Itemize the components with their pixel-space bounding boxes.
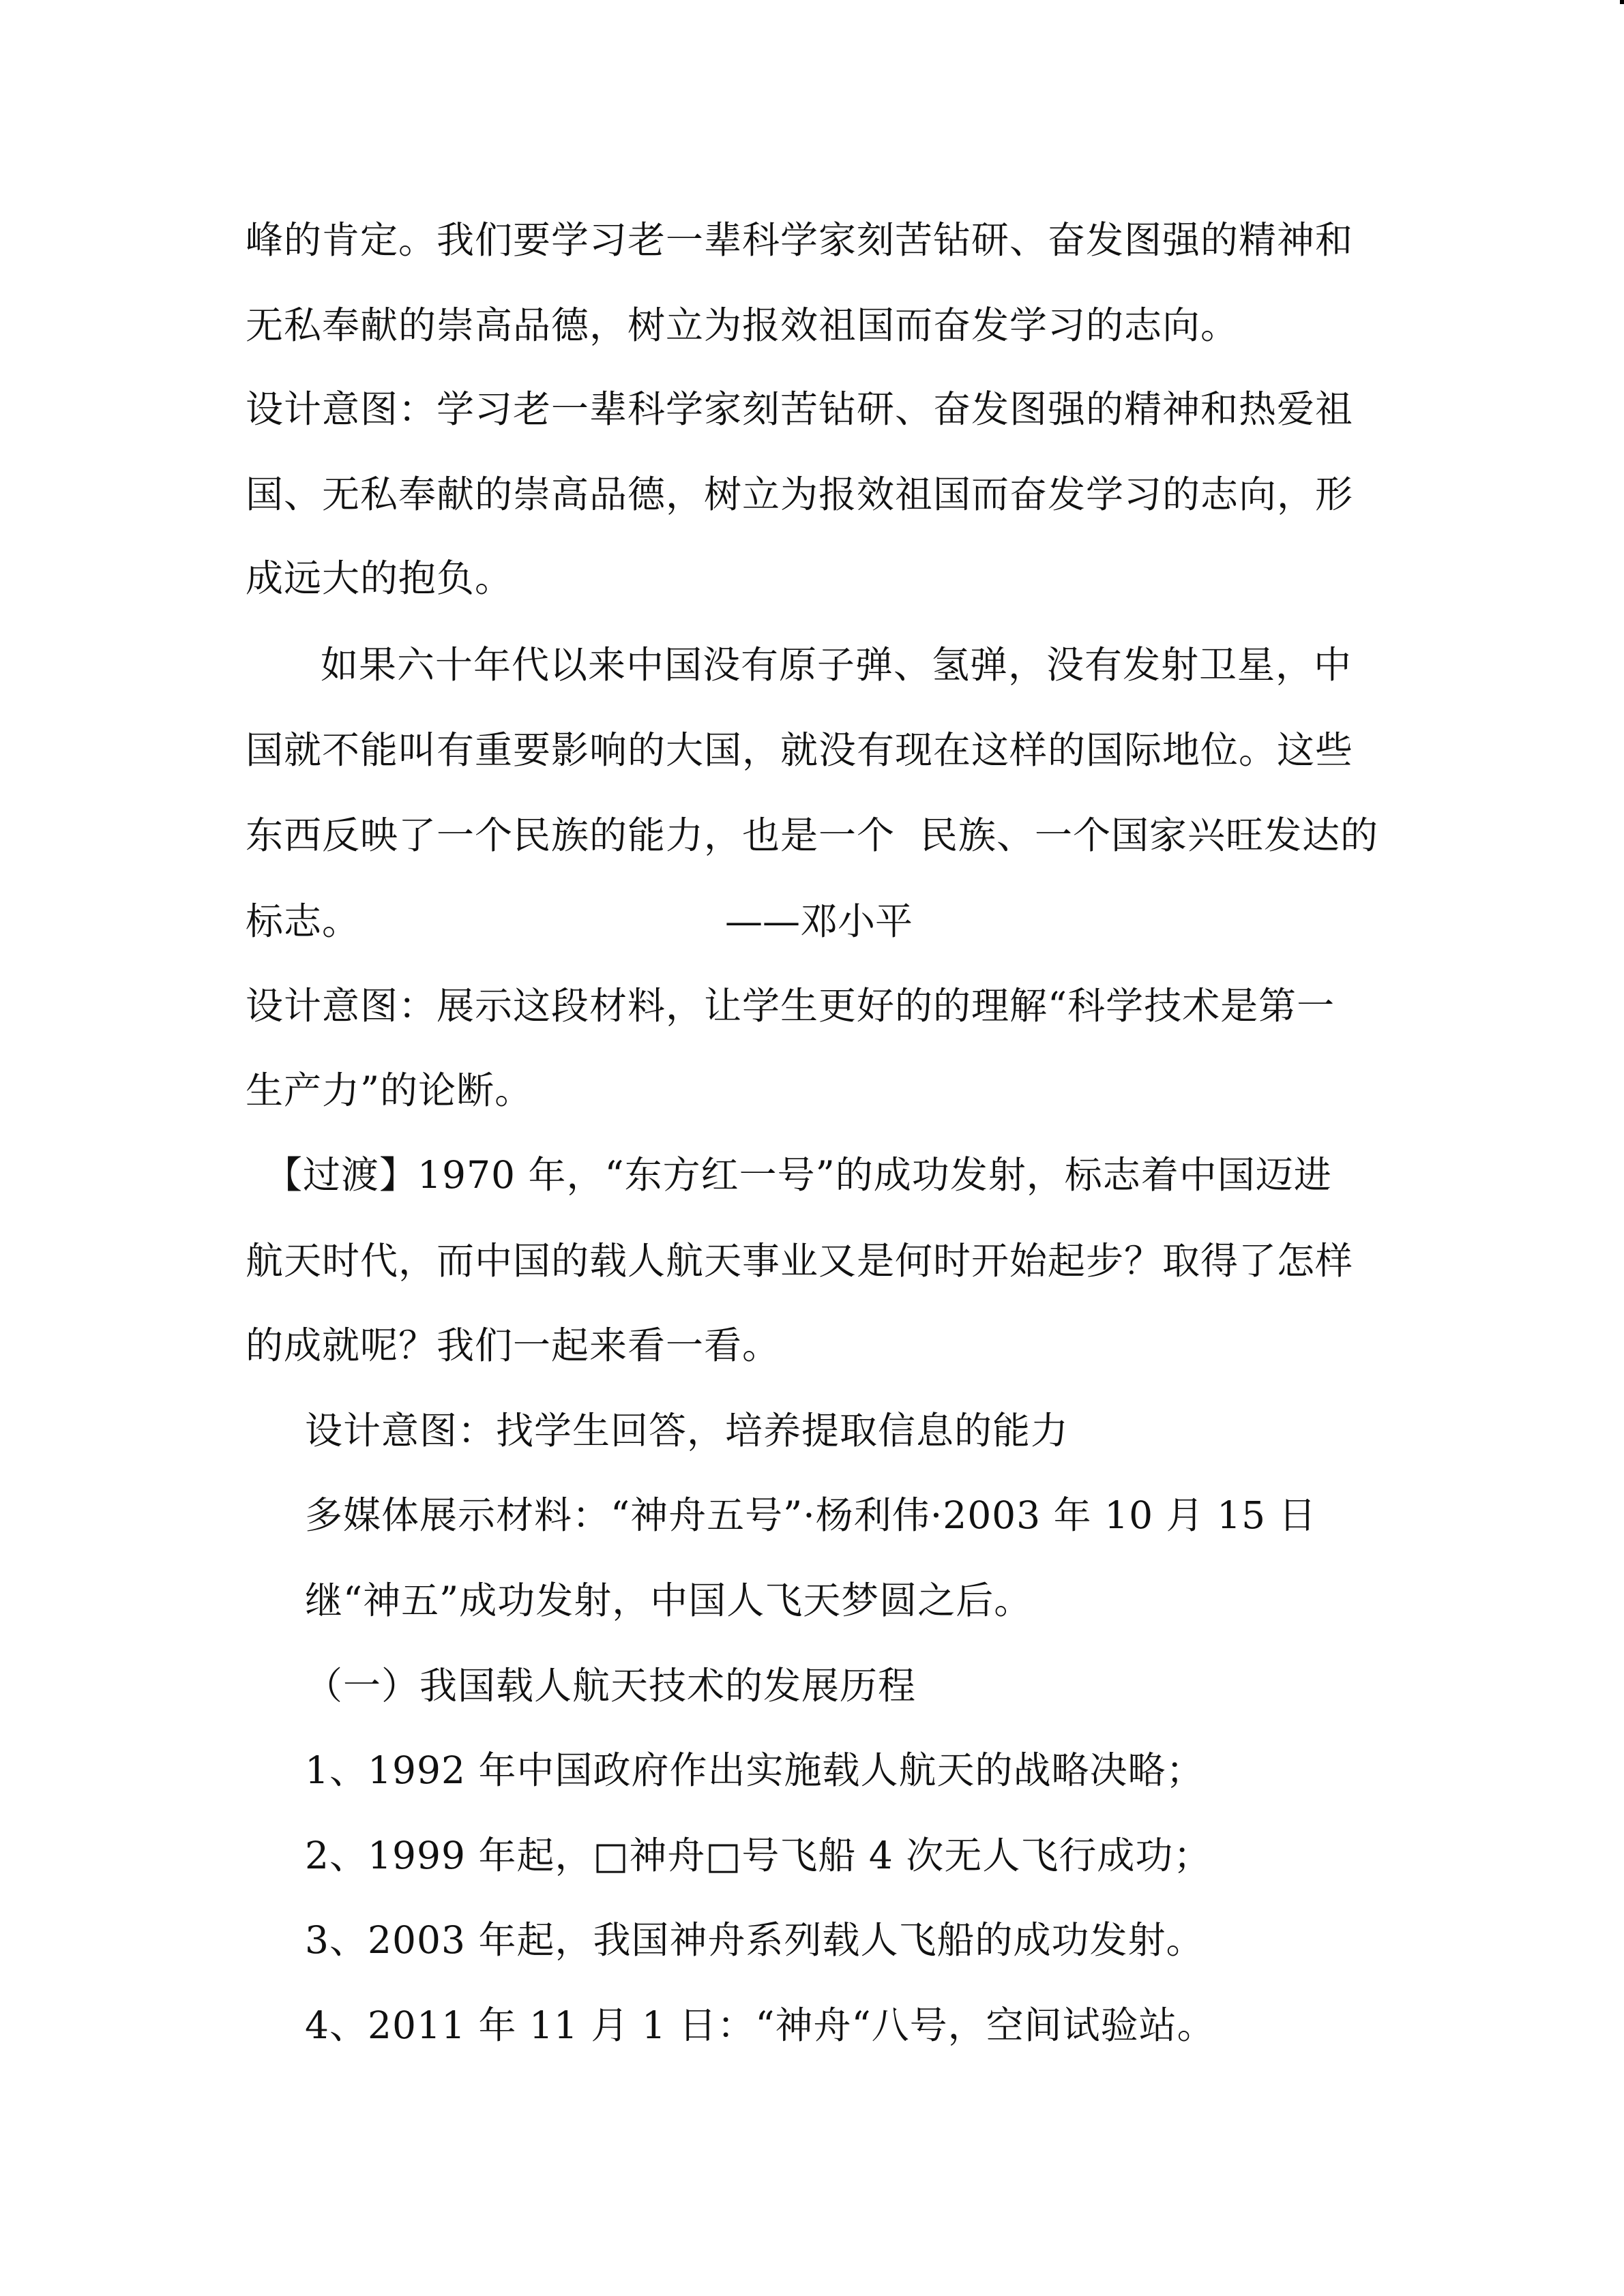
page-corner-mark bbox=[1620, 0, 1624, 4]
design-intent-2-line-1: 设计意图：展示这段材料，让学生更好的的理解“科学技术是第一 bbox=[246, 984, 1335, 1028]
design-intent-3: 设计意图：找学生回答，培养提取信息的能力 bbox=[305, 1409, 1069, 1452]
list-item-4: 4、2011 年 11 月 1 日：“神舟“八号，空间试验站。 bbox=[305, 2003, 1215, 2047]
paragraph-line-2: 无私奉献的崇高品德，树立为报效祖国而奋发学习的志向。 bbox=[246, 303, 1239, 347]
quote-line-1: 如果六十年代以来中国没有原子弹、氢弹，没有发射卫星，中 bbox=[321, 643, 1353, 687]
multimedia-followup: 继“神五”成功发射，中国人飞天梦圆之后。 bbox=[305, 1579, 1033, 1622]
design-intent-line-2: 国、无私奉献的崇高品德，树立为报效祖国而奋发学习的志向，形 bbox=[246, 473, 1354, 516]
list-item-3: 3、2003 年起，我国神舟系列载人飞船的成功发射。 bbox=[305, 1918, 1205, 1962]
list-item-1: 1、1992 年中国政府作出实施载人航天的战略决略； bbox=[305, 1748, 1205, 1792]
quote-line-3: 东西反映了一个民族的能力，也是一个 民族、一个国家兴旺发达的 bbox=[246, 814, 1378, 857]
transition-line-2: 航天时代，而中国的载人航天事业又是何时开始起步？取得了怎样 bbox=[246, 1239, 1354, 1283]
design-intent-line-3: 成远大的抱负。 bbox=[246, 556, 514, 600]
design-intent-2-line-2: 生产力”的论断。 bbox=[246, 1069, 533, 1112]
paragraph-line-1: 峰的肯定。我们要学习老一辈科学家刻苦钻研、奋发图强的精神和 bbox=[246, 218, 1354, 262]
multimedia-material: 多媒体展示材料：“神舟五号”·杨利伟·2003 年 10 月 15 日 bbox=[305, 1493, 1317, 1537]
section-heading: （一）我国载人航天技术的发展历程 bbox=[305, 1664, 917, 1708]
quote-line-4: 标志。 bbox=[246, 899, 361, 943]
quote-line-2: 国就不能叫有重要影响的大国，就没有现在这样的国际地位。这些 bbox=[246, 728, 1354, 772]
transition-line-3: 的成就呢？我们一起来看一看。 bbox=[246, 1324, 781, 1367]
design-intent-line-1: 设计意图：学习老一辈科学家刻苦钻研、奋发图强的精神和热爱祖 bbox=[246, 387, 1354, 431]
transition-line-1: 【过渡】1970 年，“东方红一号”的成功发射，标志着中国迈进 bbox=[265, 1153, 1332, 1197]
list-item-2: 2、1999 年起，□神舟□号飞船 4 次无人飞行成功； bbox=[305, 1834, 1212, 1877]
quote-attribution: ——邓小平 bbox=[725, 899, 913, 943]
